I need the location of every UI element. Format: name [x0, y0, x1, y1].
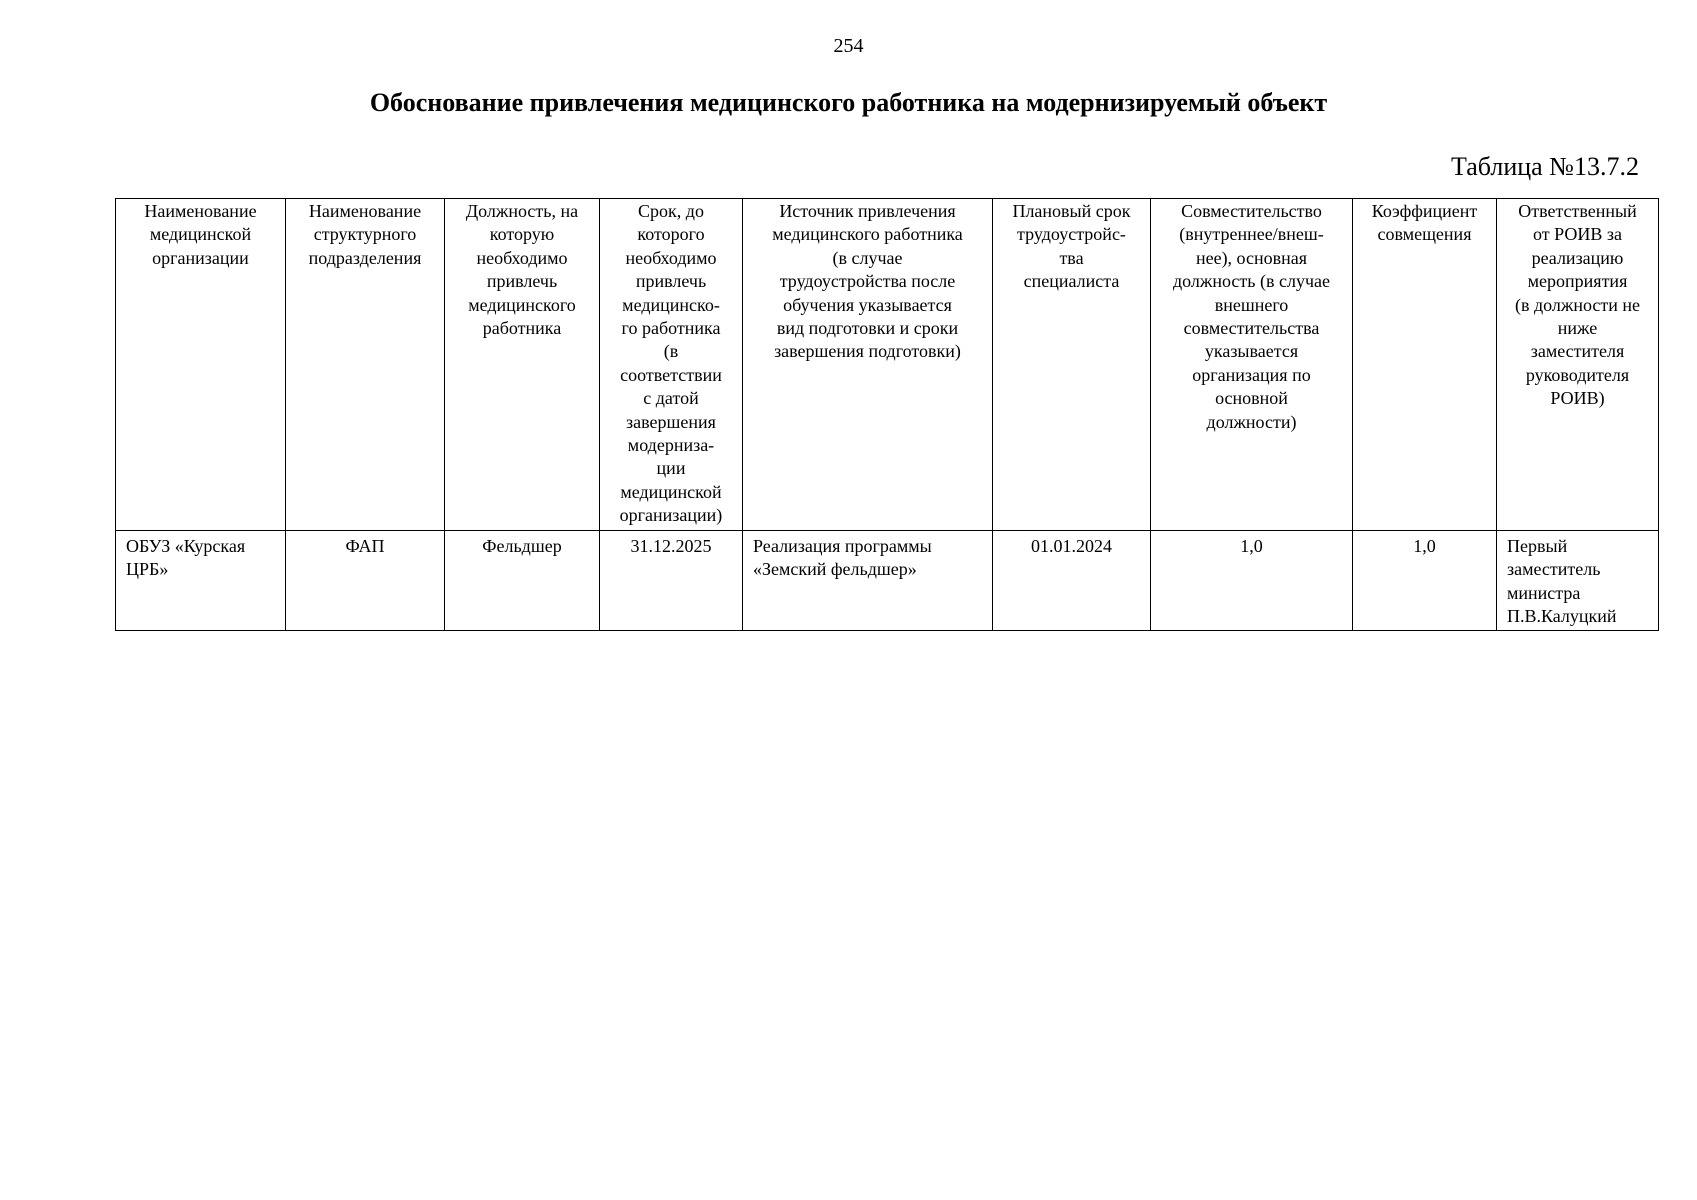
header-medical-organization: Наименование медицинской организации: [116, 199, 286, 531]
table-caption: Таблица №13.7.2: [1450, 152, 1639, 181]
header-combination-coefficient: Коэффициент совмещения: [1353, 199, 1497, 531]
header-position: Должность, на которую необходимо привлечь медицинского работника: [445, 199, 600, 531]
page-number: 254: [833, 35, 864, 57]
cell-medical-organization: ОБУЗ «Курская ЦРБ»: [116, 530, 286, 631]
header-deadline: Срок, до которого необходимо привлечь медицинско- го работника (в соответствии с датой завершения модерниза- ции медицинской организации): [600, 199, 743, 531]
cell-deadline: 31.12.2025: [600, 530, 743, 631]
document-title: Обоснование привлечения медицинского работника на модернизируемый объект: [369, 88, 1328, 117]
header-structural-unit: Наименование структурного подразделения: [286, 199, 445, 531]
header-row: [116, 199, 1659, 531]
staffing-justification-table: [115, 198, 1659, 631]
cell-planned-employment-date: 01.01.2024: [993, 530, 1151, 631]
cell-combination-of-jobs: 1,0: [1151, 530, 1353, 631]
header-planned-employment-date: Плановый срок трудоустройс- тва специалиста: [993, 199, 1151, 531]
table-row: [116, 530, 1659, 631]
header-responsible-person: Ответственный от РОИВ за реализацию мероприятия (в должности не ниже заместителя руководителя РОИВ): [1497, 199, 1659, 531]
cell-position: Фельдшер: [445, 530, 600, 631]
header-combination-of-jobs: Совместительство (внутреннее/внеш- нее), основная должность (в случае внешнего совместительства указывается организация по основной должности): [1151, 199, 1353, 531]
cell-recruitment-source: Реализация программы «Земский фельдшер»: [743, 530, 993, 631]
header-recruitment-source: Источник привлечения медицинского работника (в случае трудоустройства после обучения указывается вид подготовки и сроки завершения подготовки): [743, 199, 993, 531]
cell-responsible-person: Первый заместитель министра П.В.Калуцкий: [1497, 530, 1659, 631]
cell-combination-coefficient: 1,0: [1353, 530, 1497, 631]
cell-structural-unit: ФАП: [286, 530, 445, 631]
